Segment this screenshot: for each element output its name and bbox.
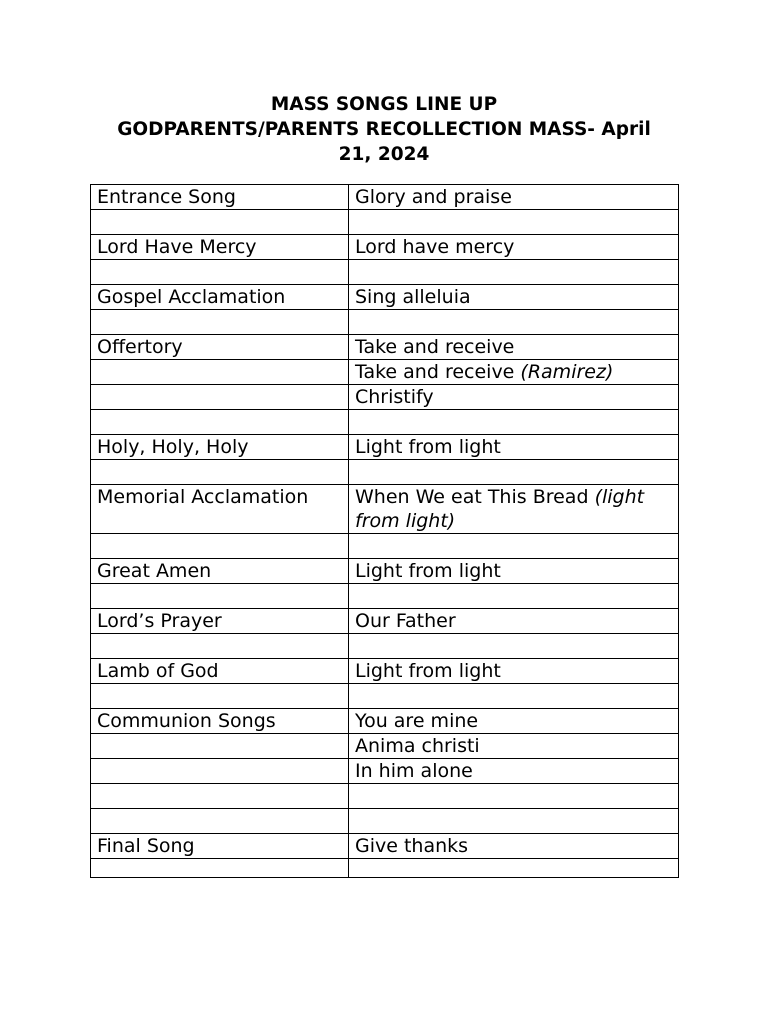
mass-part-cell [91,385,349,410]
mass-part-label: Gospel Acclamation [97,286,286,308]
mass-part-cell [91,834,349,859]
mass-part-label: Final Song [97,835,195,857]
title-line-1: MASS SONGS LINE UP [270,94,498,115]
table-row [91,285,679,310]
song-cell [349,185,679,210]
song-cell [349,210,679,235]
song-cell [349,759,679,784]
song-cell [349,460,679,485]
song-title: Light from light [355,660,501,682]
mass-part-label: Holy, Holy, Holy [97,436,249,458]
songs-table-body [91,185,679,878]
table-row [91,260,679,285]
song-cell [349,310,679,335]
song-cell [349,709,679,734]
song-title: Give thanks [355,835,469,857]
mass-part-cell [91,210,349,235]
table-row [91,734,679,759]
song-cell [349,485,679,534]
song-title: In him alone [355,760,473,782]
title-line-2: GODPARENTS/PARENTS RECOLLECTION MASS- April [117,119,651,140]
mass-part-cell [91,859,349,878]
table-row [91,210,679,235]
table-row [91,659,679,684]
song-cell [349,809,679,834]
table-row [91,684,679,709]
table-row [91,410,679,435]
document-title [60,92,708,167]
song-cell [349,235,679,260]
mass-part-cell [91,534,349,559]
mass-part-cell [91,659,349,684]
song-cell [349,385,679,410]
song-title: Anima christi [355,735,480,757]
mass-part-label: Lamb of God [97,660,219,682]
song-cell [349,734,679,759]
table-row [91,460,679,485]
song-title: Light from light [355,436,501,458]
table-row [91,360,679,385]
song-cell [349,559,679,584]
mass-part-cell [91,235,349,260]
table-row [91,185,679,210]
song-cell [349,684,679,709]
mass-part-cell [91,684,349,709]
table-row [91,634,679,659]
table-row [91,809,679,834]
song-cell [349,584,679,609]
song-cell [349,834,679,859]
table-row [91,784,679,809]
table-row [91,485,679,534]
mass-part-cell [91,634,349,659]
song-cell [349,659,679,684]
mass-part-cell [91,410,349,435]
song-title: When We eat This Bread [355,486,595,508]
table-row [91,834,679,859]
mass-part-cell [91,310,349,335]
song-title: Take and receive [355,336,515,358]
mass-part-cell [91,784,349,809]
table-row [91,559,679,584]
songs-table [90,184,679,878]
mass-part-cell [91,734,349,759]
song-cell [349,784,679,809]
song-title: Sing alleluia [355,286,471,308]
song-title: Christify [355,386,434,408]
mass-part-cell [91,584,349,609]
song-cell [349,609,679,634]
table-row [91,385,679,410]
table-row [91,435,679,460]
mass-part-cell [91,485,349,534]
table-row [91,235,679,260]
mass-part-cell [91,335,349,360]
song-title: Take and receive [355,361,521,383]
song-note: (Ramirez) [520,361,614,383]
table-row [91,335,679,360]
mass-part-cell [91,559,349,584]
title-line-3: 21, 2024 [338,144,430,165]
song-cell [349,260,679,285]
song-title: Lord have mercy [355,236,515,258]
mass-part-cell [91,759,349,784]
table-row [91,859,679,878]
song-title: You are mine [355,710,479,732]
mass-part-cell [91,185,349,210]
mass-part-cell [91,709,349,734]
table-row [91,759,679,784]
mass-part-cell [91,360,349,385]
song-title: Light from light [355,560,501,582]
table-row [91,584,679,609]
song-cell [349,410,679,435]
song-note: (light from light) [355,486,645,532]
mass-part-label: Lord’s Prayer [97,610,222,632]
song-cell [349,634,679,659]
song-cell [349,285,679,310]
mass-part-cell [91,285,349,310]
mass-part-cell [91,460,349,485]
mass-part-label: Entrance Song [97,186,236,208]
song-cell [349,534,679,559]
table-row [91,609,679,634]
song-title: Glory and praise [355,186,512,208]
song-cell [349,360,679,385]
table-row [91,534,679,559]
mass-part-label: Great Amen [97,560,212,582]
mass-part-cell [91,435,349,460]
song-cell [349,435,679,460]
song-cell [349,335,679,360]
mass-part-cell [91,809,349,834]
mass-part-label: Lord Have Mercy [97,236,257,258]
song-cell [349,859,679,878]
mass-part-cell [91,260,349,285]
mass-part-label: Offertory [97,336,183,358]
mass-part-label: Memorial Acclamation [97,486,309,508]
table-row [91,310,679,335]
mass-part-label: Communion Songs [97,710,276,732]
table-row [91,709,679,734]
mass-part-cell [91,609,349,634]
song-title: Our Father [355,610,456,632]
